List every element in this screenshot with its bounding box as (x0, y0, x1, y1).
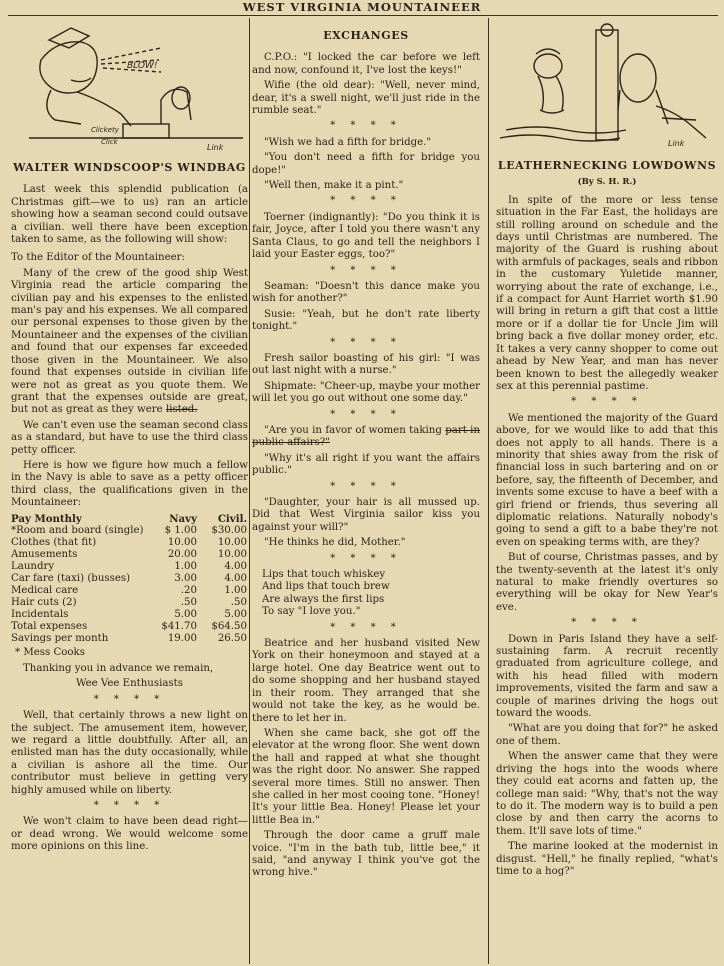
joke-text: Susie: "Yeah, but he don't rate liberty tonight." (252, 308, 480, 333)
joke-text: "Well then, make it a pint." (264, 180, 404, 192)
windbag-cartoon (11, 20, 248, 154)
column-windbag (11, 20, 248, 857)
row-civil: 1.00 (224, 584, 247, 596)
column-leathernecking (496, 20, 718, 881)
letter-paragraph-2: We can't even use the seaman second class as a standard, but have to use the third class petty officer. (11, 419, 248, 456)
leathernecking-cartoon (496, 20, 718, 150)
joke-text-struck: part in public affairs?" (252, 424, 481, 449)
letter-paragraph-1-text: Many of the crew of the good ship West Virginia read the article comparing the civilian pay and his expenses to the enlisted man's pay and his expenses. We all compared our personal expenses to those given by the Mountaineer and the expenses of the civilian and found that our expenses far exceeded those given in the Mountaineer. We also found that expenses outside in civilian life were not as great as you quote them. We grant that the expenses outside are great, but not as great as they were (11, 267, 248, 416)
row-navy: $41.70 (161, 620, 197, 632)
section-break: * * * * (330, 195, 402, 207)
letter-closing: Thanking you in advance we remain, (23, 662, 214, 674)
row-navy: 19.00 (167, 632, 197, 644)
row-navy: .20 (180, 584, 197, 596)
row-civil: 4.00 (224, 560, 247, 572)
masthead-rule (8, 15, 718, 16)
cartoon-signature: Link (207, 143, 224, 152)
clickety-sfx: Clickety (91, 126, 119, 134)
row-navy: $ 1.00 (164, 524, 197, 536)
poem-line: To say "I love you." (262, 606, 361, 618)
table-row (11, 597, 247, 609)
row-navy: .50 (180, 596, 197, 608)
click-sfx: Click (101, 138, 118, 146)
letter-paragraph-1-struck: listed. (165, 404, 198, 416)
joke-text (252, 425, 480, 450)
row-item: Clothes (that fit) (11, 536, 97, 548)
blow-sfx: BLOW! (127, 61, 158, 71)
joke-text: "He thinks he did, Mother." (264, 537, 406, 549)
row-item: Amusements (11, 548, 78, 560)
joke-text: Fresh sailor boasting of his girl: "I was out last night with a nurse." (252, 352, 480, 377)
exchanges-title: EXCHANGES (323, 29, 409, 42)
section-break: * * * * (330, 621, 402, 633)
table-row (11, 537, 247, 549)
row-navy: 10.00 (167, 536, 197, 548)
joke-text: Toerner (indignantly): "Do you think it is fair, Joyce, after I told you there wasn't any Santa Claus, to go and tell the neighbors I laid your Easter eggs, too?" (252, 211, 480, 261)
row-item: *Room and board (single) (11, 524, 144, 536)
table-row (11, 525, 247, 537)
marine-lookout-illustration (496, 20, 718, 150)
row-civil: 26.50 (217, 632, 247, 644)
section-break: * * * * (330, 120, 402, 132)
letter-salutation: To the Editor of the Mountaineer: (11, 252, 185, 264)
cartoon-signature: Link (668, 139, 685, 148)
section-break: * * * * (330, 264, 402, 276)
expense-table (11, 513, 247, 645)
joke-text: "Daughter, your hair is all mussed up. Did that West Virginia sailor kiss you against your will?" (252, 497, 480, 533)
joke-text: Wifie (the old dear): "Well, never mind, dear, it's a swell night, we'll just ride in the rumble seat." (252, 80, 480, 117)
header-navy: Navy (169, 512, 197, 525)
letter-signature: Wee Vee Enthusiasts (76, 678, 183, 690)
row-navy: 20.00 (167, 548, 197, 560)
byline: (By S. H. R.) (577, 177, 637, 188)
section-break: * * * * (330, 336, 402, 348)
joke-text: Seaman: "Doesn't this dance make you wish for another?" (252, 280, 480, 305)
header-pay-monthly: Pay Monthly (11, 512, 82, 525)
row-civil: .50 (230, 596, 247, 608)
poem-line: And lips that touch brew (262, 581, 390, 593)
row-item: Hair cuts (2) (11, 596, 77, 608)
letter-paragraph-1 (11, 268, 248, 417)
row-item: Incidentals (11, 608, 69, 620)
header-civil: Civil. (217, 512, 247, 525)
row-item: Car fare (taxi) (busses) (11, 572, 131, 584)
poem-line: Are always the first lips (262, 593, 385, 605)
row-civil: $30.00 (211, 524, 247, 536)
row-civil: 10.00 (217, 548, 247, 560)
article-paragraph: We mentioned the majority of the Guard above, for we would like to add that this does not apply to all hands. There is a minority that shies away from the risk of financial loss in such bartering and on or before, say, the fifteenth of December, and invents some excuse to have a beef with a girl friend or friends, thus severing all diplomatic relations. Naturally nobody's going to send a gift to a babe they're not even on speaking terms with, are they? (496, 412, 718, 548)
article-paragraph: In spite of the more or less tense situation in the Far East, the holidays are still rolling around on schedule and the days until Christmas are numbered. The majority of the Guard is rushing about with armfuls of packages, seals and ribbon in the customary Yuletide manner, worrying about the rate of exchange, i.e., if a compact for Aunt Harriet worth $1.90 will bring in return a gift that cost a little more or if a dollar tie for Uncle Jim will bring back a five dollar money order, etc. It takes a very canny shopper to come out ahead by New Year, and man has never been known to best the allegedly weaker sex at this perennial pastime. (496, 194, 718, 392)
poem (252, 569, 480, 619)
row-civil: $64.50 (211, 620, 247, 632)
story-paragraph: Beatrice and her husband visited New York on their honeymoon and stayed at a large hotel. One day Beatrice went out to do some shopping and her husband stayed in their room. They arranged that she would not take the key, as he would be. there to let her in. (252, 638, 480, 724)
article-paragraph: But of course, Christmas passes, and by the twenty-seventh at the latest it's only natural to make friendly overtures so everything will be okay for New Year's eve. (496, 552, 718, 613)
windbag-title: WALTER WINDSCOOP'S WINDBAG (13, 161, 246, 174)
editor-comment-1: Well, that certainly throws a new light on the subject. The amusement item, however, we regard a little doubtfully. After all, an enlisted man has the duty occasionally, while a civilian is ashore all the time. Our contributor must believe in getting very highly amused while on liberty. (11, 710, 248, 796)
joke-text: C.P.O.: "I locked the car before we left and now, confound it, I've lost the keys!" (252, 52, 480, 76)
editor-comment-2: We won't claim to have been dead right—or dead wrong. We would welcome some more opinions on this line. (11, 816, 248, 853)
row-item: Savings per month (11, 632, 109, 644)
table-row (11, 549, 247, 561)
joke-text-part: "Are you in favor of women taking (264, 424, 446, 436)
section-break: * * * * (571, 617, 643, 629)
row-navy: 3.00 (174, 572, 197, 584)
story-paragraph: Through the door came a gruff male voice. "I'm in the bath tub, little bee," it said, "and anyway I think you've got the wrong hive." (252, 830, 480, 879)
section-break: * * * * (330, 480, 402, 492)
article-paragraph: The marine looked at the modernist in disgust. "Hell," he finally replied, "what's time to a hog?" (496, 841, 718, 877)
section-break: * * * * (330, 408, 402, 420)
windbag-intro: Last week this splendid publication (a Christmas gift—we to us) ran an article showing how a seaman second could outsave a civilian. well there have been exception taken to same, as the following will show: (11, 184, 248, 246)
section-break: * * * * (330, 552, 402, 564)
article-paragraph: "What are you doing that for?" he asked one of them. (496, 723, 718, 747)
masthead: WEST VIRGINIA MOUNTAINEER (242, 0, 482, 14)
leathernecking-title: LEATHERNECKING LOWDOWNS (497, 159, 717, 172)
joke-text: "Why it's all right if you want the affairs public." (252, 452, 480, 477)
expense-table-header (11, 513, 247, 525)
row-item: Medical care (11, 584, 79, 596)
table-row (11, 621, 247, 633)
letter-paragraph-3: Here is how we figure how much a fellow in the Navy is able to save as a petty officer third class, the qualifications given in the Mountaineer: (11, 459, 248, 509)
table-row (11, 561, 247, 573)
table-row (11, 585, 247, 597)
table-row (11, 573, 247, 585)
column-divider-right (488, 18, 489, 964)
table-footnote: * Mess Cooks (15, 646, 85, 658)
section-break: * * * * (93, 693, 166, 705)
table-row (11, 633, 247, 645)
column-exchanges (252, 20, 480, 883)
joke-text: "Wish we had a fifth for bridge." (264, 136, 432, 148)
row-item: Total expenses (11, 620, 88, 632)
joke-text: Shipmate: "Cheer-up, maybe your mother will let you go out without one some day." (252, 380, 481, 405)
poem-line: Lips that touch whiskey (262, 569, 386, 581)
row-navy: 1.00 (174, 560, 197, 572)
story-paragraph: When she came back, she got off the elevator at the wrong floor. She went down the hall and rapped at what she thought was the right door. No answer. She rapped several more times. Still no answer. Then she called in her most cooing tone. "Honey! It's your little Bea. Honey! Please let your little Bea in." (252, 727, 480, 826)
section-break: * * * * (93, 800, 166, 812)
table-row (11, 609, 247, 621)
column-divider-left (249, 18, 250, 964)
row-navy: 5.00 (174, 608, 197, 620)
row-item: Laundry (11, 560, 55, 572)
article-paragraph: When the answer came that they were driving the hogs into the woods where they could eat acorns and fatten up, the college man said: "Why, that's not the way to do it. The modern way is to build a pen close by and then carry the acorns to them. It'll save lots of time." (496, 751, 718, 837)
joke-text: "You don't need a fifth for bridge you dope!" (252, 152, 480, 176)
row-civil: 5.00 (224, 608, 247, 620)
section-break: * * * * (571, 396, 643, 408)
sailor-typing-illustration (11, 20, 248, 154)
row-civil: 10.00 (217, 536, 247, 548)
row-civil: 4.00 (224, 572, 247, 584)
article-paragraph: Down in Paris Island they have a self-sustaining farm. A recruit recently graduated from agriculture college, and with his head filled with modern improvements, visited the farm and saw a couple of marines driving the hogs out toward the woods. (496, 633, 718, 720)
